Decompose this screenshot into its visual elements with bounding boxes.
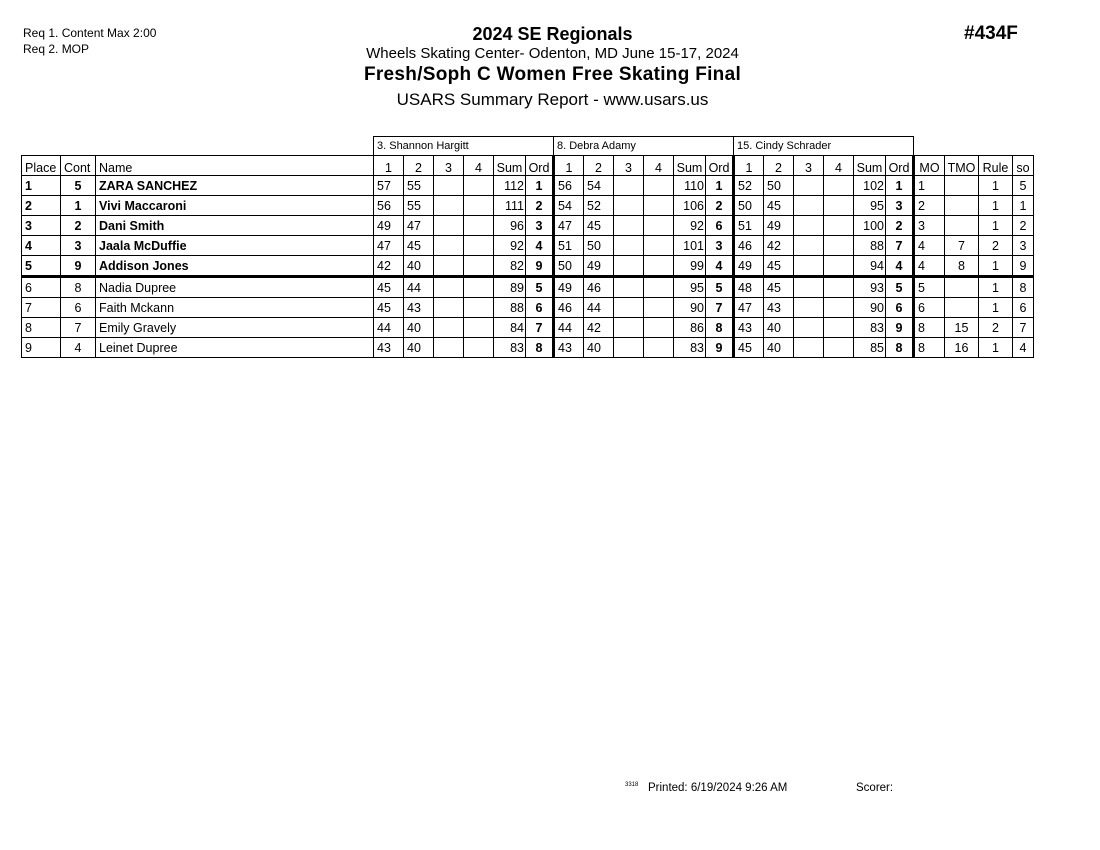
table-row <box>22 196 1034 216</box>
tmo-cell <box>945 277 979 298</box>
judge-3-sum-cell: 102 <box>854 176 886 196</box>
judge-3-score-3 <box>794 298 824 318</box>
judge-2-col-s4: 4 <box>644 156 674 176</box>
so-cell: 7 <box>1013 318 1034 338</box>
rule-cell: 1 <box>979 176 1013 196</box>
judge-3-score-3 <box>794 216 824 236</box>
judge-3-score-3 <box>794 338 824 358</box>
place-cell: 3 <box>22 216 61 236</box>
judge-2-sum-cell: 86 <box>674 318 706 338</box>
judge-3-score-3 <box>794 236 824 256</box>
col-rule-header: Rule <box>979 156 1013 176</box>
judge-1-col-sum: Sum <box>494 156 526 176</box>
judge-1-ordinal-cell: 9 <box>526 256 554 277</box>
col-place-header: Place <box>22 156 61 176</box>
judge-1-score-1: 44 <box>374 318 404 338</box>
place-cell: 5 <box>22 256 61 277</box>
judge-1-score-3 <box>434 298 464 318</box>
judge-1-ordinal-cell: 1 <box>526 176 554 196</box>
judge-3-col-s3: 3 <box>794 156 824 176</box>
judge-2-score-1: 49 <box>554 277 584 298</box>
venue-dates: Wheels Skating Center- Odenton, MD June 15-17, 2024 <box>366 45 739 62</box>
judge-1-score-2: 47 <box>404 216 434 236</box>
judge-2-sum-cell: 101 <box>674 236 706 256</box>
scorer-label: Scorer: <box>856 782 894 794</box>
judge-3-score-2: 42 <box>764 236 794 256</box>
judge-3-score-3 <box>794 196 824 216</box>
skater-name: Nadia Dupree <box>96 277 374 298</box>
judge-2-score-2: 44 <box>584 298 614 318</box>
judge-1-score-2: 45 <box>404 236 434 256</box>
mo-cell: 8 <box>914 318 945 338</box>
judge-1-sum-cell: 88 <box>494 298 526 318</box>
tmo-cell: 16 <box>945 338 979 358</box>
judge-1-ordinal-cell: 6 <box>526 298 554 318</box>
judge-2-col-sum: Sum <box>674 156 706 176</box>
table-row <box>22 338 1034 358</box>
judge-3-ordinal-cell: 5 <box>886 277 914 298</box>
judge-1-score-2: 55 <box>404 196 434 216</box>
judge-3-ordinal-cell: 7 <box>886 236 914 256</box>
rule-cell: 1 <box>979 277 1013 298</box>
judge-3-score-1: 47 <box>734 298 764 318</box>
judge-1-score-2: 43 <box>404 298 434 318</box>
col-tmo-header: TMO <box>945 156 979 176</box>
rule-cell: 1 <box>979 216 1013 236</box>
mo-cell: 1 <box>914 176 945 196</box>
judge-1-sum-cell: 92 <box>494 236 526 256</box>
judge-3-ordinal-cell: 6 <box>886 298 914 318</box>
judge-3-col-sum: Sum <box>854 156 886 176</box>
judge-2-score-1: 54 <box>554 196 584 216</box>
judge-2-score-2: 49 <box>584 256 614 277</box>
judge-1-header: 3. Shannon Hargitt <box>374 137 554 156</box>
judge-1-score-2: 40 <box>404 256 434 277</box>
judge-2-ordinal-cell: 5 <box>706 277 734 298</box>
so-cell: 5 <box>1013 176 1034 196</box>
tmo-cell: 8 <box>945 256 979 277</box>
judge-3-score-4 <box>824 196 854 216</box>
judge-3-ordinal-cell: 1 <box>886 176 914 196</box>
judge-3-score-2: 40 <box>764 338 794 358</box>
col-name-header: Name <box>96 156 374 176</box>
table-row <box>22 236 1034 256</box>
skater-name: ZARA SANCHEZ <box>96 176 374 196</box>
judge-2-ordinal-cell: 1 <box>706 176 734 196</box>
so-cell: 4 <box>1013 338 1034 358</box>
so-cell: 1 <box>1013 196 1034 216</box>
judge-1-ordinal-cell: 4 <box>526 236 554 256</box>
judge-1-ordinal-cell: 3 <box>526 216 554 236</box>
tmo-cell <box>945 298 979 318</box>
competition-title: 2024 SE Regionals <box>472 24 633 44</box>
judge-3-sum-cell: 100 <box>854 216 886 236</box>
skater-name: Faith Mckann <box>96 298 374 318</box>
col-so-header: so <box>1013 156 1034 176</box>
judge-3-ordinal-cell: 3 <box>886 196 914 216</box>
judge-3-col-s2: 2 <box>764 156 794 176</box>
judge-1-ordinal-cell: 2 <box>526 196 554 216</box>
judge-1-sum-cell: 111 <box>494 196 526 216</box>
judge-1-score-1: 56 <box>374 196 404 216</box>
tmo-cell: 15 <box>945 318 979 338</box>
requirement-2: Req 2. MOP <box>23 42 90 56</box>
judge-3-score-2: 49 <box>764 216 794 236</box>
col-cont-header: Cont <box>61 156 96 176</box>
rule-cell: 1 <box>979 196 1013 216</box>
judge-1-sum-cell: 82 <box>494 256 526 277</box>
so-cell: 8 <box>1013 277 1034 298</box>
judge-1-score-3 <box>434 236 464 256</box>
judge-2-sum-cell: 106 <box>674 196 706 216</box>
judge-3-ordinal-cell: 9 <box>886 318 914 338</box>
judge-2-ordinal-cell: 9 <box>706 338 734 358</box>
judge-1-score-3 <box>434 176 464 196</box>
skater-name: Leinet Dupree <box>96 338 374 358</box>
judge-3-sum-cell: 94 <box>854 256 886 277</box>
cont-cell: 9 <box>61 256 96 277</box>
judge-3-col-ord: Ord <box>886 156 914 176</box>
judge-2-score-1: 51 <box>554 236 584 256</box>
judge-1-sum-cell: 84 <box>494 318 526 338</box>
judge-1-score-1: 45 <box>374 298 404 318</box>
judge-2-header: 8. Debra Adamy <box>554 137 734 156</box>
judge-2-score-4 <box>644 236 674 256</box>
requirements <box>23 25 156 57</box>
rule-cell: 1 <box>979 338 1013 358</box>
judge-2-score-3 <box>614 318 644 338</box>
rule-cell: 1 <box>979 298 1013 318</box>
judge-2-sum-cell: 92 <box>674 216 706 236</box>
judge-3-sum-cell: 88 <box>854 236 886 256</box>
judge-3-score-4 <box>824 277 854 298</box>
judge-2-score-3 <box>614 338 644 358</box>
event-title: Fresh/Soph C Women Free Skating Final <box>363 64 742 85</box>
judge-2-ordinal-cell: 2 <box>706 196 734 216</box>
column-headers <box>22 156 1034 176</box>
judge-3-ordinal-cell: 8 <box>886 338 914 358</box>
judge-1-score-2: 40 <box>404 318 434 338</box>
judge-2-sum-cell: 90 <box>674 298 706 318</box>
judge-1-sum-cell: 112 <box>494 176 526 196</box>
judge-3-score-1: 48 <box>734 277 764 298</box>
judge-1-score-4 <box>464 256 494 277</box>
rule-cell: 2 <box>979 318 1013 338</box>
judge-3-score-3 <box>794 256 824 277</box>
judge-1-score-4 <box>464 277 494 298</box>
cont-cell: 1 <box>61 196 96 216</box>
judge-3-score-2: 43 <box>764 298 794 318</box>
judge-2-score-4 <box>644 196 674 216</box>
judge-3-score-1: 43 <box>734 318 764 338</box>
judge-1-score-3 <box>434 196 464 216</box>
judge-1-score-3 <box>434 338 464 358</box>
cont-cell: 6 <box>61 298 96 318</box>
judge-1-ordinal-cell: 8 <box>526 338 554 358</box>
judge-2-score-2: 50 <box>584 236 614 256</box>
judge-2-score-2: 52 <box>584 196 614 216</box>
judge-1-score-1: 43 <box>374 338 404 358</box>
judge-2-score-3 <box>614 256 644 277</box>
judge-2-col-s3: 3 <box>614 156 644 176</box>
judge-2-ordinal-cell: 4 <box>706 256 734 277</box>
judge-2-score-1: 44 <box>554 318 584 338</box>
judge-1-ordinal-cell: 7 <box>526 318 554 338</box>
judge-1-score-1: 47 <box>374 236 404 256</box>
judge-3-score-1: 50 <box>734 196 764 216</box>
judge-3-score-2: 50 <box>764 176 794 196</box>
judge-2-score-2: 40 <box>584 338 614 358</box>
tmo-cell: 7 <box>945 236 979 256</box>
judge-1-col-s1: 1 <box>374 156 404 176</box>
judge-2-ordinal-cell: 8 <box>706 318 734 338</box>
report-title: USARS Summary Report - www.usars.us <box>396 90 709 109</box>
judge-2-ordinal-cell: 3 <box>706 236 734 256</box>
place-cell: 8 <box>22 318 61 338</box>
judge-1-score-3 <box>434 216 464 236</box>
judge-3-score-2: 45 <box>764 277 794 298</box>
judge-1-col-s4: 4 <box>464 156 494 176</box>
mo-cell: 4 <box>914 256 945 277</box>
judge-1-score-4 <box>464 298 494 318</box>
judge-2-score-1: 47 <box>554 216 584 236</box>
judge-2-col-ord: Ord <box>706 156 734 176</box>
judge-2-score-1: 50 <box>554 256 584 277</box>
judge-1-score-4 <box>464 236 494 256</box>
judge-2-score-3 <box>614 176 644 196</box>
cont-cell: 2 <box>61 216 96 236</box>
judge-1-score-1: 49 <box>374 216 404 236</box>
judge-2-score-4 <box>644 318 674 338</box>
judge-3-score-3 <box>794 277 824 298</box>
judge-3-score-4 <box>824 256 854 277</box>
mo-cell: 5 <box>914 277 945 298</box>
judge-1-score-4 <box>464 176 494 196</box>
judge-2-score-3 <box>614 277 644 298</box>
report-code: 3318 <box>625 782 639 788</box>
judge-2-score-1: 56 <box>554 176 584 196</box>
place-cell: 9 <box>22 338 61 358</box>
judge-2-col-s2: 2 <box>584 156 614 176</box>
place-cell: 2 <box>22 196 61 216</box>
judge-1-col-ord: Ord <box>526 156 554 176</box>
table-row <box>22 216 1034 236</box>
judge-3-score-1: 45 <box>734 338 764 358</box>
judge-3-score-4 <box>824 236 854 256</box>
rule-cell: 2 <box>979 236 1013 256</box>
table-row <box>22 256 1034 277</box>
mo-cell: 3 <box>914 216 945 236</box>
skater-name: Vivi Maccaroni <box>96 196 374 216</box>
mo-cell: 4 <box>914 236 945 256</box>
cont-cell: 8 <box>61 277 96 298</box>
judge-3-header: 15. Cindy Schrader <box>734 137 914 156</box>
col-mo-header: MO <box>914 156 945 176</box>
judge-1-score-2: 44 <box>404 277 434 298</box>
cont-cell: 7 <box>61 318 96 338</box>
judge-1-score-2: 55 <box>404 176 434 196</box>
place-cell: 4 <box>22 236 61 256</box>
tmo-cell <box>945 216 979 236</box>
judge-2-score-2: 45 <box>584 216 614 236</box>
judge-2-ordinal-cell: 7 <box>706 298 734 318</box>
judge-2-score-1: 43 <box>554 338 584 358</box>
judge-2-score-1: 46 <box>554 298 584 318</box>
judge-2-score-4 <box>644 298 674 318</box>
skater-name: Jaala McDuffie <box>96 236 374 256</box>
event-number: #434F <box>964 23 1018 44</box>
judge-3-score-2: 45 <box>764 196 794 216</box>
tmo-cell <box>945 196 979 216</box>
judge-3-col-s4: 4 <box>824 156 854 176</box>
skater-name: Dani Smith <box>96 216 374 236</box>
mo-cell: 8 <box>914 338 945 358</box>
judge-1-score-4 <box>464 196 494 216</box>
judge-3-col-s1: 1 <box>734 156 764 176</box>
judge-2-score-3 <box>614 298 644 318</box>
mo-cell: 2 <box>914 196 945 216</box>
judge-1-score-3 <box>434 277 464 298</box>
judge-3-sum-cell: 83 <box>854 318 886 338</box>
table-row <box>22 298 1034 318</box>
judge-1-score-3 <box>434 318 464 338</box>
judge-2-score-3 <box>614 216 644 236</box>
judge-1-score-1: 42 <box>374 256 404 277</box>
judge-3-score-4 <box>824 298 854 318</box>
judge-1-col-s2: 2 <box>404 156 434 176</box>
judge-3-score-2: 40 <box>764 318 794 338</box>
judge-3-score-4 <box>824 216 854 236</box>
judge-2-sum-cell: 110 <box>674 176 706 196</box>
judge-2-sum-cell: 83 <box>674 338 706 358</box>
judge-3-sum-cell: 85 <box>854 338 886 358</box>
place-cell: 7 <box>22 298 61 318</box>
judge-3-score-3 <box>794 176 824 196</box>
place-cell: 1 <box>22 176 61 196</box>
judge-2-score-4 <box>644 256 674 277</box>
judge-1-score-4 <box>464 318 494 338</box>
cont-cell: 4 <box>61 338 96 358</box>
judge-3-score-4 <box>824 338 854 358</box>
so-cell: 2 <box>1013 216 1034 236</box>
judge-1-col-s3: 3 <box>434 156 464 176</box>
place-cell: 6 <box>22 277 61 298</box>
judge-1-sum-cell: 96 <box>494 216 526 236</box>
judge-1-sum-cell: 83 <box>494 338 526 358</box>
judge-1-ordinal-cell: 5 <box>526 277 554 298</box>
so-cell: 6 <box>1013 298 1034 318</box>
judge-2-score-2: 42 <box>584 318 614 338</box>
judge-2-sum-cell: 95 <box>674 277 706 298</box>
judge-2-score-4 <box>644 176 674 196</box>
skater-name: Emily Gravely <box>96 318 374 338</box>
judge-1-score-4 <box>464 338 494 358</box>
so-cell: 3 <box>1013 236 1034 256</box>
judge-3-score-1: 46 <box>734 236 764 256</box>
rule-cell: 1 <box>979 256 1013 277</box>
judge-2-score-2: 46 <box>584 277 614 298</box>
judge-3-score-2: 45 <box>764 256 794 277</box>
judge-1-score-1: 57 <box>374 176 404 196</box>
judge-2-col-s1: 1 <box>554 156 584 176</box>
judge-3-score-1: 49 <box>734 256 764 277</box>
table-row <box>22 277 1034 298</box>
judge-3-score-4 <box>824 176 854 196</box>
judge-1-score-1: 45 <box>374 277 404 298</box>
judge-2-score-3 <box>614 236 644 256</box>
judge-3-ordinal-cell: 2 <box>886 216 914 236</box>
judge-3-score-1: 52 <box>734 176 764 196</box>
judge-3-score-4 <box>824 318 854 338</box>
judge-1-score-2: 40 <box>404 338 434 358</box>
printed-timestamp: Printed: 6/19/2024 9:26 AM <box>648 782 788 794</box>
requirement-1: Req 1. Content Max 2:00 <box>23 26 157 40</box>
judge-1-sum-cell: 89 <box>494 277 526 298</box>
judge-3-sum-cell: 93 <box>854 277 886 298</box>
table-row <box>22 176 1034 196</box>
table-row <box>22 318 1034 338</box>
judge-2-sum-cell: 99 <box>674 256 706 277</box>
judge-3-sum-cell: 95 <box>854 196 886 216</box>
judge-1-score-4 <box>464 216 494 236</box>
judge-3-score-3 <box>794 318 824 338</box>
judge-3-score-1: 51 <box>734 216 764 236</box>
judge-2-score-2: 54 <box>584 176 614 196</box>
judges-row <box>22 137 1034 156</box>
skater-name: Addison Jones <box>96 256 374 277</box>
judge-2-score-3 <box>614 196 644 216</box>
results-table <box>21 136 1034 358</box>
judge-1-score-3 <box>434 256 464 277</box>
judge-2-ordinal-cell: 6 <box>706 216 734 236</box>
cont-cell: 5 <box>61 176 96 196</box>
tmo-cell <box>945 176 979 196</box>
so-cell: 9 <box>1013 256 1034 277</box>
cont-cell: 3 <box>61 236 96 256</box>
judge-3-sum-cell: 90 <box>854 298 886 318</box>
judge-2-score-4 <box>644 277 674 298</box>
mo-cell: 6 <box>914 298 945 318</box>
judge-3-ordinal-cell: 4 <box>886 256 914 277</box>
judge-2-score-4 <box>644 338 674 358</box>
judge-2-score-4 <box>644 216 674 236</box>
